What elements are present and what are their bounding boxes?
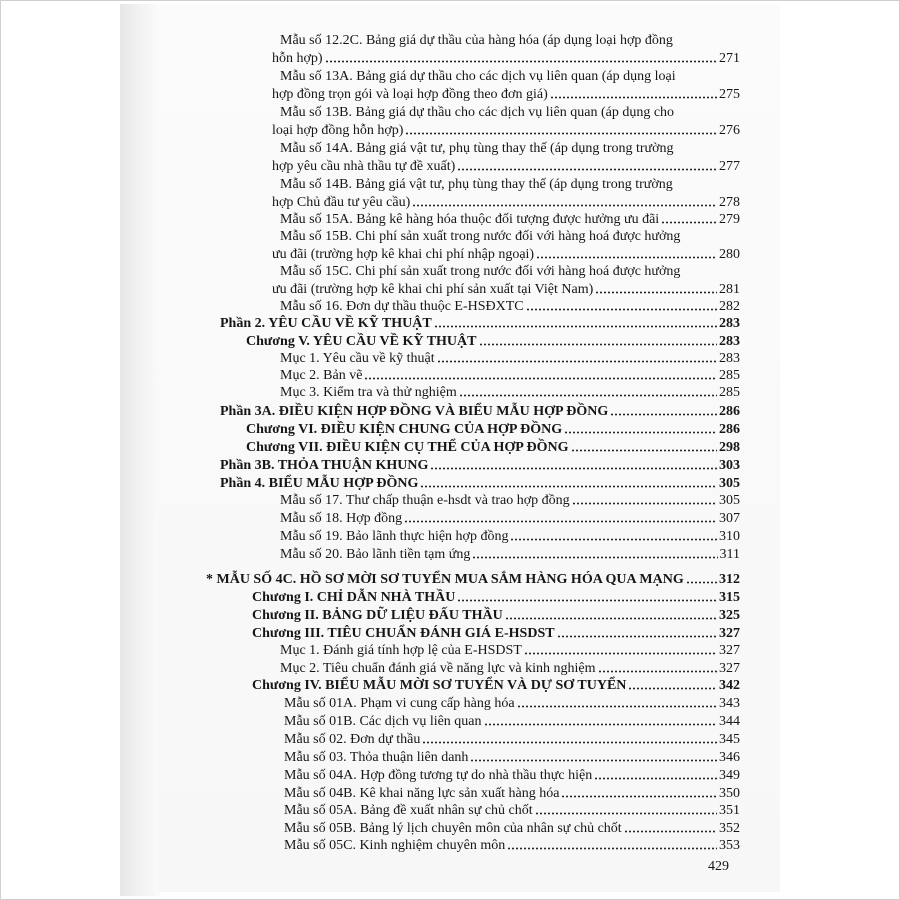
toc-entry-text: Chương III. TIÊU CHUẨN ĐÁNH GIÁ E-HSDST <box>252 626 555 641</box>
dot-leader <box>598 670 717 673</box>
toc-page-number: 276 <box>719 123 740 138</box>
toc-chapter-heading <box>252 624 740 642</box>
dot-leader <box>434 325 717 328</box>
toc-entry <box>284 766 740 784</box>
dot-leader <box>595 291 717 294</box>
toc-entry-text: Mục 2. Bản vẽ <box>280 368 363 383</box>
dot-leader <box>479 343 718 346</box>
toc-entry-text: Mẫu số 03. Thỏa thuận liên danh <box>284 750 469 765</box>
toc-page-number: 286 <box>719 404 740 419</box>
toc-entry <box>284 801 740 819</box>
toc-page-number: 352 <box>719 821 740 836</box>
page-number: 429 <box>708 859 729 874</box>
dot-leader <box>686 581 717 584</box>
toc-entry-text: Phần 3A. ĐIỀU KIỆN HỢP ĐỒNG VÀ BIỂU MẪU HỢP ĐỒNG <box>220 404 609 419</box>
toc-page-number: 327 <box>719 661 740 676</box>
dot-leader <box>524 652 717 655</box>
toc-entry-text: Mẫu số 16. Đơn dự thầu thuộc E-HSĐXTC <box>280 299 524 314</box>
toc-page-number: 277 <box>719 159 740 174</box>
toc-page-number: 310 <box>719 529 740 544</box>
toc-page-number: 283 <box>719 334 740 349</box>
toc-entry-text: Mẫu số 20. Bảo lãnh tiền tạm ứng <box>280 547 471 562</box>
toc-chapter-heading <box>252 606 740 624</box>
toc-entry-first-line: Mẫu số 13B. Bảng giá dự thầu cho các dịch vụ liên quan (áp dụng cho <box>280 105 675 120</box>
dot-leader <box>510 538 717 541</box>
toc-page-number: 305 <box>719 493 740 508</box>
dot-leader <box>457 168 717 171</box>
dot-leader <box>505 617 717 620</box>
toc-entry-first-line: Mẫu số 14B. Bảng giá vật tư, phụ tùng thay thế (áp dụng trong trường <box>280 177 673 192</box>
toc-page-number: 307 <box>719 511 740 526</box>
toc-entry-text: Chương VII. ĐIỀU KIỆN CỤ THỂ CỦA HỢP ĐỒNG <box>246 440 569 455</box>
toc-entry <box>272 193 740 211</box>
dot-leader <box>661 221 717 224</box>
dot-leader <box>457 599 717 602</box>
toc-entry-text: Mẫu số 19. Bảo lãnh thực hiện hợp đồng <box>280 529 509 544</box>
toc-page-number: 298 <box>719 440 740 455</box>
toc-entry <box>284 836 740 854</box>
toc-page-number: 327 <box>719 626 740 641</box>
toc-page-number: 342 <box>719 678 740 693</box>
dot-leader <box>437 360 717 363</box>
toc-entry-text: ưu đãi (trường hợp kê khai chi phí nhập ngoại) <box>272 247 535 262</box>
toc-entry-text: Mẫu số 05B. Bảng lý lịch chuyên môn của nhân sự chủ chốt <box>284 821 622 836</box>
toc-entry <box>280 545 740 563</box>
toc-entry <box>284 784 740 802</box>
toc-entry <box>280 349 740 367</box>
toc-entry-text: Phần 4. BIỂU MẪU HỢP ĐỒNG <box>220 476 419 491</box>
toc-chapter-heading <box>246 420 740 438</box>
dot-leader <box>517 705 717 708</box>
toc-entry-text: Mẫu số 17. Thư chấp thuận e-hsdt và trao hợp đồng <box>280 493 570 508</box>
toc-entry-text: Chương IV. BIỂU MẪU MỜI SƠ TUYỂN VÀ DỰ SƠ TUYỂN <box>252 678 627 693</box>
dot-leader <box>412 204 717 207</box>
toc-entry-text: Chương VI. ĐIỀU KIỆN CHUNG CỦA HỢP ĐỒNG <box>246 422 563 437</box>
dot-leader <box>405 132 717 135</box>
toc-page-number: 327 <box>719 643 740 658</box>
toc-entry <box>284 748 740 766</box>
dot-leader <box>571 449 717 452</box>
toc-entry-text: Mẫu số 01B. Các dịch vụ liên quan <box>284 714 482 729</box>
dot-leader <box>550 96 717 99</box>
toc-entry <box>272 121 740 139</box>
toc-entry <box>272 245 740 263</box>
toc-entry-text: Phần 3B. THỎA THUẬN KHUNG <box>220 458 429 473</box>
toc-entry-text: Mẫu số 15A. Bảng kê hàng hóa thuộc đối tượng được hưởng ưu đãi <box>280 212 660 227</box>
toc-page-number: 343 <box>719 696 740 711</box>
dot-leader <box>325 60 717 63</box>
toc-page-number: 350 <box>719 786 740 801</box>
toc-chapter-heading <box>252 588 740 606</box>
toc-page-number: 311 <box>719 547 740 562</box>
toc-entry-first-line: Mẫu số 13A. Bảng giá dự thầu cho các dịch vụ liên quan (áp dụng loại <box>280 69 676 84</box>
toc-chapter-heading <box>252 676 740 694</box>
toc-page-number: 305 <box>719 476 740 491</box>
toc-entry-text: Mục 1. Đánh giá tính hợp lệ của E-HSDST <box>280 643 522 658</box>
dot-leader <box>572 502 717 505</box>
toc-entry-first-line: Mẫu số 14A. Bảng giá vật tư, phụ tùng thay thế (áp dụng trong trường <box>280 141 674 156</box>
toc-entry-text: hỗn hợp) <box>272 51 323 66</box>
dot-leader <box>470 759 717 762</box>
toc-entry <box>280 659 740 677</box>
toc-entry <box>280 641 740 659</box>
dot-leader <box>484 723 717 726</box>
toc-chapter-heading <box>246 438 740 456</box>
toc-page-number: 279 <box>719 212 740 227</box>
toc-entry-first-line: Mẫu số 12.2C. Bảng giá dự thầu của hàng hóa (áp dụng loại hợp đồng <box>280 33 673 48</box>
toc-page-number: 278 <box>719 195 740 210</box>
toc-page-number: 286 <box>719 422 740 437</box>
dot-leader <box>628 687 717 690</box>
dot-leader <box>536 256 717 259</box>
toc-entry <box>272 280 740 298</box>
dot-leader <box>564 431 717 434</box>
toc-entry-text: Chương II. BẢNG DỮ LIỆU ĐẤU THẦU <box>252 608 503 623</box>
toc-entry <box>280 491 740 509</box>
dot-leader <box>526 308 717 311</box>
toc-page-number: 283 <box>719 351 740 366</box>
toc-chapter-heading <box>246 332 740 350</box>
toc-entry-text: ưu đãi (trường hợp kê khai chi phí sản xuất tại Việt Nam) <box>272 282 594 297</box>
toc-page-number: 353 <box>719 838 740 853</box>
toc-page-number: 303 <box>719 458 740 473</box>
toc-part-heading <box>206 570 740 588</box>
toc-entry-text: Mục 3. Kiểm tra và thử nghiệm <box>280 385 457 400</box>
toc-page-number: 283 <box>719 316 740 331</box>
toc-entry <box>272 157 740 175</box>
toc-entry-text: Mẫu số 05A. Bảng đề xuất nhân sự chủ chốt <box>284 803 533 818</box>
toc-entry <box>280 297 740 315</box>
toc-part-heading <box>220 402 740 420</box>
toc-page-number: 312 <box>719 572 740 587</box>
toc-entry-text: loại hợp đồng hỗn hợp) <box>272 123 404 138</box>
toc-page-number: 351 <box>719 803 740 818</box>
toc-entry <box>284 819 740 837</box>
toc-page-number: 271 <box>719 51 740 66</box>
toc-entry-text: Mẫu số 02. Đơn dự thầu <box>284 732 421 747</box>
toc-entry-first-line: Mẫu số 15C. Chi phí sản xuất trong nước đối với hàng hoá được hưởng <box>280 264 681 279</box>
toc-page-number: 285 <box>719 385 740 400</box>
toc-entry-text: Mẫu số 18. Hợp đồng <box>280 511 403 526</box>
dot-leader <box>422 741 717 744</box>
toc-part-heading <box>220 474 740 492</box>
toc-page-number: 349 <box>719 768 740 783</box>
dot-leader <box>420 485 717 488</box>
toc-entry-text: hợp Chủ đầu tư yêu cầu) <box>272 195 411 210</box>
toc-entry-text: hợp yêu cầu nhà thầu tự đề xuất) <box>272 159 456 174</box>
toc-entry-text: Mẫu số 05C. Kinh nghiệm chuyên môn <box>284 838 506 853</box>
dot-leader <box>610 413 717 416</box>
toc-page-number: 325 <box>719 608 740 623</box>
toc-page-number: 344 <box>719 714 740 729</box>
toc-entry <box>284 730 740 748</box>
toc-page-number: 281 <box>719 282 740 297</box>
toc-entry-text: hợp đồng trọn gói và loại hợp đồng theo đơn giá) <box>272 87 548 102</box>
toc-page-number: 275 <box>719 87 740 102</box>
toc-entry-text: Mẫu số 04B. Kê khai năng lực sản xuất hàng hóa <box>284 786 560 801</box>
dot-leader <box>459 394 717 397</box>
dot-leader <box>364 377 717 380</box>
toc-entry <box>272 85 740 103</box>
toc-entry-text: Mẫu số 01A. Phạm vi cung cấp hàng hóa <box>284 696 515 711</box>
toc-entry <box>280 210 740 228</box>
toc-page-number: 315 <box>719 590 740 605</box>
dot-leader <box>404 520 717 523</box>
toc-page-number: 285 <box>719 368 740 383</box>
toc-entry-text: Mục 2. Tiêu chuẩn đánh giá về năng lực và kinh nghiệm <box>280 661 596 676</box>
toc-entry-text: Chương I. CHỈ DẪN NHÀ THẦU <box>252 590 456 605</box>
toc-entry-text: Phần 2. YÊU CẦU VỀ KỸ THUẬT <box>220 316 432 331</box>
dot-leader <box>624 830 717 833</box>
toc-entry-text: Mục 1. Yêu cầu về kỹ thuật <box>280 351 435 366</box>
dot-leader <box>507 847 717 850</box>
toc-entry <box>280 383 740 401</box>
toc-entry-first-line: Mẫu số 15B. Chi phí sản xuất trong nước đối với hàng hoá được hưởng <box>280 229 681 244</box>
toc-page-number: 282 <box>719 299 740 314</box>
toc-part-heading <box>220 456 740 474</box>
dot-leader <box>557 635 717 638</box>
toc-page-number: 346 <box>719 750 740 765</box>
toc-entry <box>284 712 740 730</box>
dot-leader <box>472 556 717 559</box>
toc-entry <box>280 527 740 545</box>
toc-entry-text: * MẪU SỐ 4C. HỒ SƠ MỜI SƠ TUYỂN MUA SẮM HÀNG HÓA QUA MẠNG <box>206 572 684 587</box>
dot-leader <box>561 795 717 798</box>
dot-leader <box>430 467 717 470</box>
toc-entry-text: Chương V. YÊU CẦU VỀ KỸ THUẬT <box>246 334 477 349</box>
toc-page-number: 280 <box>719 247 740 262</box>
toc-entry-text: Mẫu số 04A. Hợp đồng tương tự do nhà thầu thực hiện <box>284 768 593 783</box>
toc-page-number: 345 <box>719 732 740 747</box>
toc-entry <box>284 694 740 712</box>
toc-entry <box>280 509 740 527</box>
dot-leader <box>535 812 717 815</box>
toc-part-heading <box>220 314 740 332</box>
dot-leader <box>594 777 717 780</box>
toc-entry <box>280 366 740 384</box>
toc-entry <box>272 49 740 67</box>
